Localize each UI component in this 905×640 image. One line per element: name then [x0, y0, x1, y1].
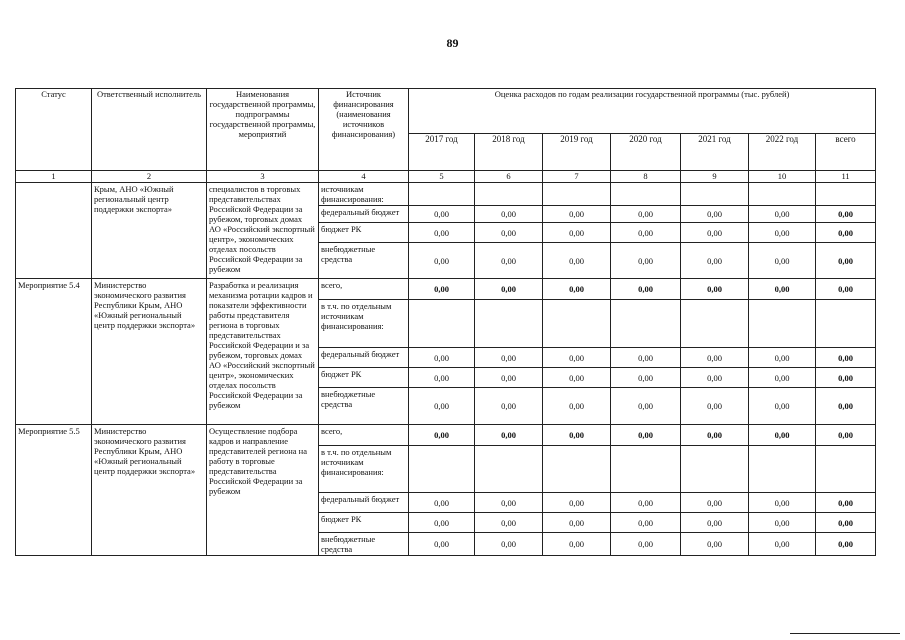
column-number: 8 [611, 171, 681, 183]
cell-value: 0,00 [475, 206, 543, 223]
cell-value [611, 300, 681, 348]
cell-value: 0,00 [543, 493, 611, 513]
cell-value: 0,00 [749, 368, 816, 388]
cell-value: 0,00 [681, 513, 749, 533]
cell-value: 0,00 [611, 348, 681, 368]
header-total: всего [816, 134, 876, 171]
cell-name: Разработка и реализация механизма ротации кадров и показатели эффективности работы представителя региона в торговых представительствах Российской Федерации и за рубежом, торговых домах АО «Российский экспортный центр», экономических отделах посольств Российской Федерации за рубежом [207, 279, 319, 425]
cell-value: 0,00 [611, 206, 681, 223]
cell-total: 0,00 [816, 425, 876, 446]
cell-total: 0,00 [816, 368, 876, 388]
column-number: 11 [816, 171, 876, 183]
cell-status: Мероприятие 5.5 [16, 425, 92, 556]
cell-value: 0,00 [409, 279, 475, 300]
cell-value [749, 183, 816, 206]
cell-value: 0,00 [749, 493, 816, 513]
cell-value: 0,00 [681, 279, 749, 300]
cell-total: 0,00 [816, 513, 876, 533]
cell-total: 0,00 [816, 279, 876, 300]
cell-status [16, 183, 92, 279]
cell-total: 0,00 [816, 243, 876, 279]
cell-source: внебюджетные средства [319, 533, 409, 556]
cell-value: 0,00 [409, 243, 475, 279]
cell-value: 0,00 [681, 243, 749, 279]
cell-value [475, 300, 543, 348]
column-number: 7 [543, 171, 611, 183]
cell-value: 0,00 [543, 223, 611, 243]
cell-value: 0,00 [611, 368, 681, 388]
cell-value: 0,00 [543, 206, 611, 223]
cell-value: 0,00 [409, 533, 475, 556]
cell-value: 0,00 [475, 493, 543, 513]
cell-executor: Министерство экономического развития Республики Крым, АНО «Южный региональный центр поддержки экспорта» [92, 279, 207, 425]
cell-value: 0,00 [611, 388, 681, 425]
cell-total: 0,00 [816, 223, 876, 243]
cell-value: 0,00 [681, 368, 749, 388]
table-row [16, 425, 876, 446]
header-year: 2019 год [543, 134, 611, 171]
cell-value [611, 183, 681, 206]
header-year: 2017 год [409, 134, 475, 171]
cell-source: бюджет РК [319, 368, 409, 388]
cell-value: 0,00 [749, 223, 816, 243]
cell-value: 0,00 [475, 513, 543, 533]
footer-rule [790, 633, 900, 634]
cell-value [611, 446, 681, 493]
cell-value [409, 300, 475, 348]
header-year: 2021 год [681, 134, 749, 171]
cell-total [816, 183, 876, 206]
column-number: 3 [207, 171, 319, 183]
cell-value: 0,00 [475, 223, 543, 243]
column-number: 5 [409, 171, 475, 183]
table-row [16, 279, 876, 300]
cell-value: 0,00 [611, 513, 681, 533]
column-number: 6 [475, 171, 543, 183]
cell-value: 0,00 [475, 368, 543, 388]
cell-value: 0,00 [611, 533, 681, 556]
cell-value [749, 300, 816, 348]
cell-value: 0,00 [749, 206, 816, 223]
cell-value: 0,00 [681, 223, 749, 243]
cell-value: 0,00 [681, 533, 749, 556]
cell-name: Осуществление подбора кадров и направление представителей региона на работу в торговые представительства Российской Федерации за рубежом [207, 425, 319, 556]
cell-value: 0,00 [409, 513, 475, 533]
cell-value: 0,00 [475, 348, 543, 368]
cell-source: федеральный бюджет [319, 348, 409, 368]
cell-value: 0,00 [543, 513, 611, 533]
cell-value: 0,00 [611, 223, 681, 243]
header-year: 2018 год [475, 134, 543, 171]
cell-value: 0,00 [543, 279, 611, 300]
cell-value: 0,00 [611, 425, 681, 446]
cell-value: 0,00 [681, 493, 749, 513]
cell-value [543, 446, 611, 493]
budget-table [15, 88, 876, 556]
page-number: 89 [446, 36, 459, 50]
header-source: Источник финансирования (наименования источников финансирования) [319, 89, 409, 171]
cell-value: 0,00 [475, 533, 543, 556]
cell-value: 0,00 [749, 425, 816, 446]
cell-value: 0,00 [475, 425, 543, 446]
cell-value [749, 446, 816, 493]
cell-value: 0,00 [543, 425, 611, 446]
cell-value: 0,00 [611, 243, 681, 279]
cell-total [816, 300, 876, 348]
cell-value: 0,00 [409, 388, 475, 425]
cell-value: 0,00 [681, 206, 749, 223]
cell-value: 0,00 [681, 348, 749, 368]
cell-value: 0,00 [749, 388, 816, 425]
cell-value [409, 183, 475, 206]
cell-value: 0,00 [409, 493, 475, 513]
cell-value: 0,00 [749, 279, 816, 300]
cell-value: 0,00 [409, 348, 475, 368]
header-estimate: Оценка расходов по годам реализации государственной программы (тыс. рублей) [409, 89, 876, 134]
cell-value [681, 183, 749, 206]
table-row [16, 183, 876, 206]
cell-value: 0,00 [475, 243, 543, 279]
cell-source: источникам финансирования: [319, 183, 409, 206]
cell-value: 0,00 [543, 533, 611, 556]
cell-value: 0,00 [543, 348, 611, 368]
cell-value [409, 446, 475, 493]
cell-source: внебюджетные средства [319, 243, 409, 279]
cell-source: федеральный бюджет [319, 206, 409, 223]
column-number: 9 [681, 171, 749, 183]
cell-total [816, 446, 876, 493]
cell-value: 0,00 [543, 368, 611, 388]
cell-value: 0,00 [543, 388, 611, 425]
cell-value: 0,00 [409, 425, 475, 446]
cell-status: Мероприятие 5.4 [16, 279, 92, 425]
cell-value: 0,00 [681, 388, 749, 425]
cell-value [543, 183, 611, 206]
column-number: 4 [319, 171, 409, 183]
cell-value: 0,00 [749, 243, 816, 279]
cell-total: 0,00 [816, 493, 876, 513]
cell-source: бюджет РК [319, 223, 409, 243]
cell-source: всего, [319, 279, 409, 300]
cell-value: 0,00 [611, 279, 681, 300]
header-year: 2020 год [611, 134, 681, 171]
column-number: 10 [749, 171, 816, 183]
column-number: 1 [16, 171, 92, 183]
cell-value [681, 446, 749, 493]
cell-source: в т.ч. по отдельным источникам финансирования: [319, 446, 409, 493]
cell-source: бюджет РК [319, 513, 409, 533]
cell-value [475, 446, 543, 493]
cell-value: 0,00 [611, 493, 681, 513]
cell-value [543, 300, 611, 348]
cell-value: 0,00 [749, 513, 816, 533]
cell-executor: Министерство экономического развития Республики Крым, АНО «Южный региональный центр поддержки экспорта» [92, 425, 207, 556]
cell-source: в т.ч. по отдельным источникам финансирования: [319, 300, 409, 348]
cell-value: 0,00 [475, 388, 543, 425]
column-number: 2 [92, 171, 207, 183]
cell-source: внебюджетные средства [319, 388, 409, 425]
header-status: Статус [16, 89, 92, 171]
cell-source: всего, [319, 425, 409, 446]
cell-value [475, 183, 543, 206]
cell-value: 0,00 [409, 368, 475, 388]
header-year: 2022 год [749, 134, 816, 171]
header-executor: Ответственный исполнитель [92, 89, 207, 171]
cell-total: 0,00 [816, 348, 876, 368]
cell-value: 0,00 [475, 279, 543, 300]
cell-value: 0,00 [681, 425, 749, 446]
cell-value: 0,00 [543, 243, 611, 279]
cell-value: 0,00 [409, 206, 475, 223]
cell-executor: Крым, АНО «Южный региональный центр поддержки экспорта» [92, 183, 207, 279]
cell-total: 0,00 [816, 533, 876, 556]
cell-source: федеральный бюджет [319, 493, 409, 513]
cell-name: специалистов в торговых представительствах Российской Федерации за рубежом, торговых домах АО «Российский экспортный центр», экономических отделах посольств Российской Федерации за рубежом [207, 183, 319, 279]
cell-value: 0,00 [749, 348, 816, 368]
cell-value: 0,00 [749, 533, 816, 556]
cell-total: 0,00 [816, 206, 876, 223]
cell-total: 0,00 [816, 388, 876, 425]
cell-value [681, 300, 749, 348]
cell-value: 0,00 [409, 223, 475, 243]
header-name: Наименования государственной программы, подпрограммы государственной программы, мероприятий [207, 89, 319, 171]
